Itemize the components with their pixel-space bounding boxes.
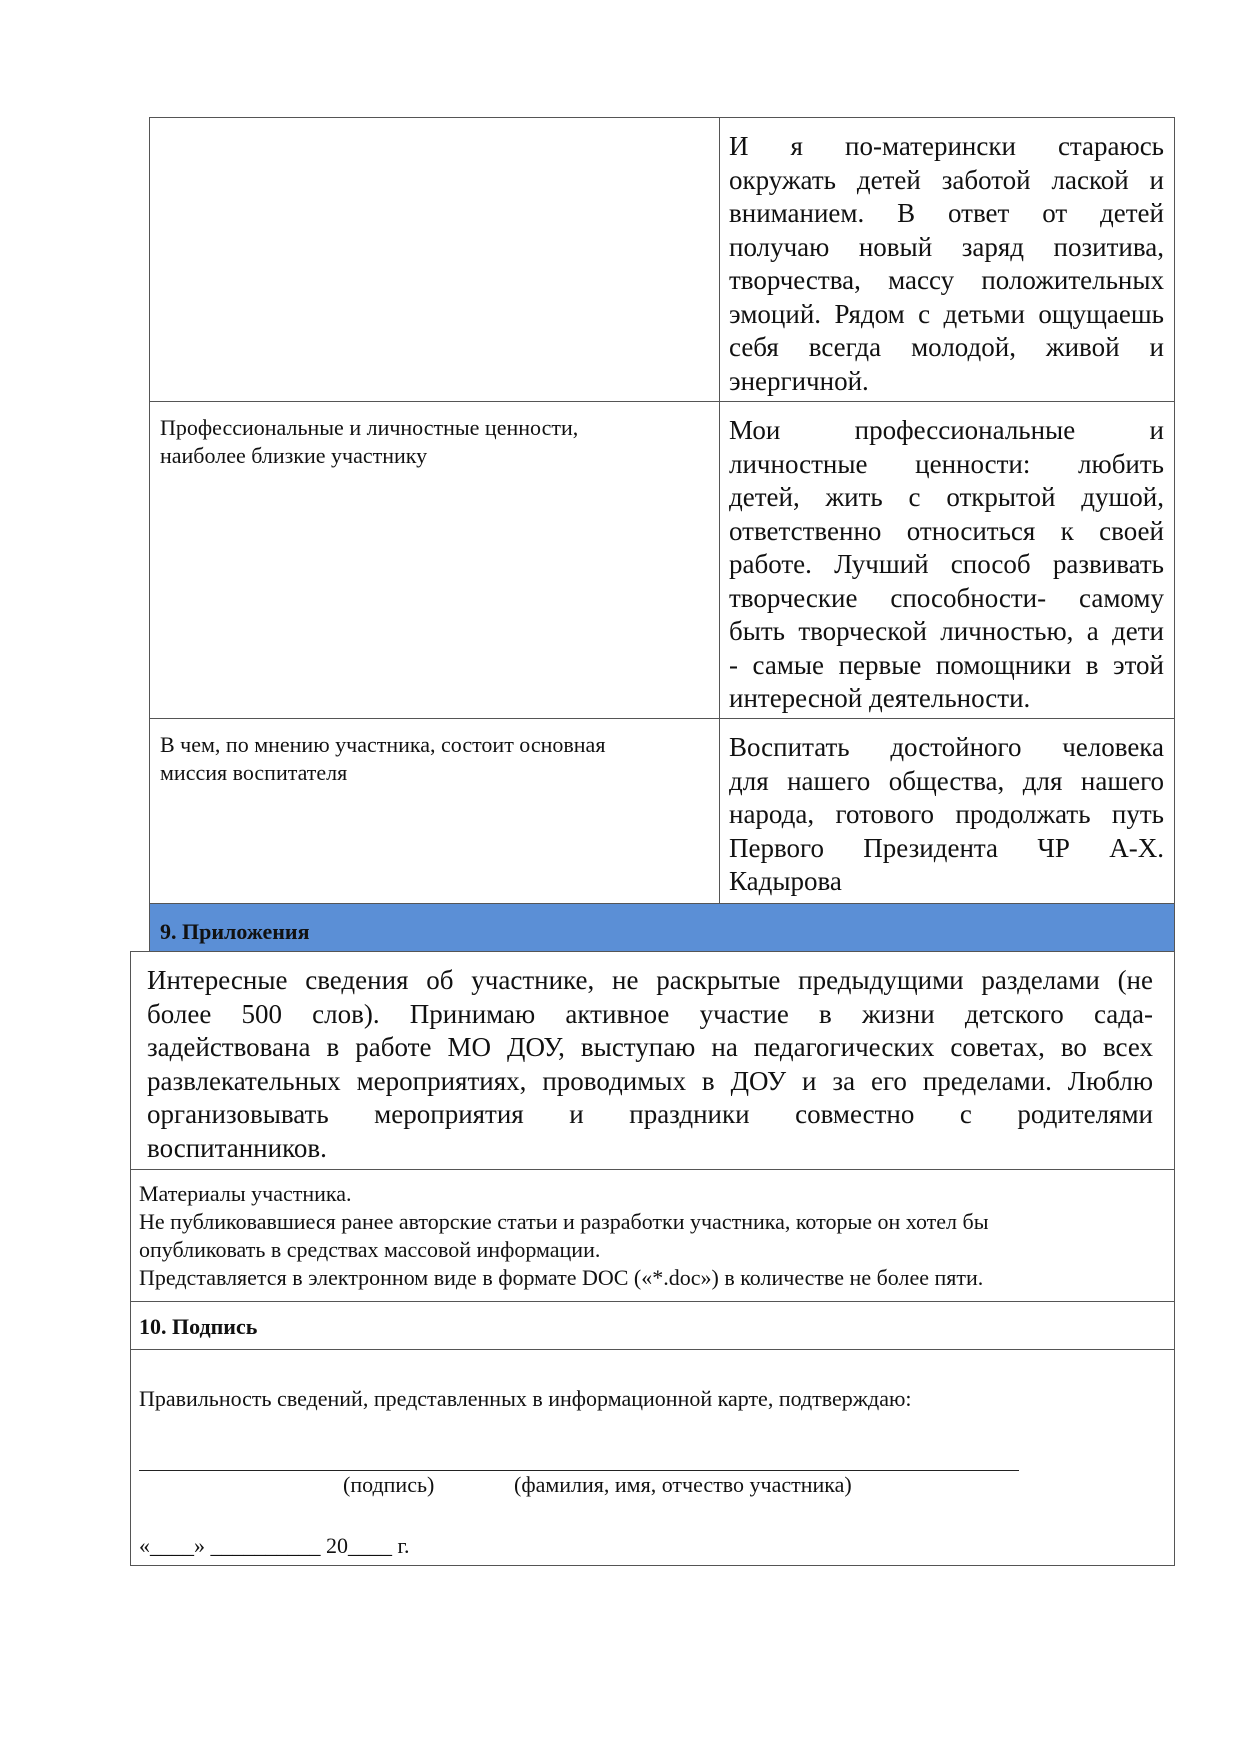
confirm-text: Правильность сведений, представленных в информационной карте, подтверждаю:: [139, 1386, 912, 1411]
row2-line: творческие способности- самому: [729, 582, 1164, 613]
section10-title: 10. Подпись: [139, 1314, 258, 1339]
materials-line: Не публиковавшиеся ранее авторские статьи и разработки участника, которые он хотел бы: [139, 1209, 989, 1234]
row3-line: для нашего общества, для нашего: [729, 765, 1164, 796]
row3-line: Первого Президента ЧР А-Х.: [729, 832, 1164, 863]
interesting-info-box: [130, 951, 1175, 1170]
row3-line: народа, готового продолжать путь: [729, 799, 1164, 829]
row2-line: ответственно относиться к своей: [729, 515, 1164, 546]
row1-line: себя всегда молодой, живой и: [729, 332, 1164, 362]
interesting-line: задействована в работе МО ДОУ, выступаю на педагогических советах, во всех: [147, 1032, 1153, 1062]
row1-label-cell: [149, 117, 720, 402]
row3-label-cell: [149, 718, 720, 904]
row3-line: Воспитать достойного человека: [729, 732, 1164, 762]
row1-line: окружать детей заботой лаской и: [729, 164, 1164, 195]
row3-content-cell: [719, 718, 1175, 904]
signature-caption: (подпись): [343, 1472, 435, 1497]
row2-line: - самые первые помощники в этой: [729, 649, 1164, 680]
name-caption: (фамилия, имя, отчество участника): [514, 1472, 852, 1497]
row2-content-cell: [719, 401, 1175, 719]
interesting-line: воспитанников.: [147, 1132, 327, 1163]
row1-line: получаю новый заряд позитива,: [729, 231, 1164, 262]
row1-line: энергичной.: [729, 365, 869, 396]
row3-line: Кадырова: [729, 866, 842, 896]
row2-line: детей, жить с открытой душой,: [729, 482, 1164, 512]
section9-title: 9. Приложения: [160, 919, 310, 944]
values-label: наиболее близкие участнику: [160, 443, 428, 468]
row1-content-cell: [719, 117, 1175, 402]
interesting-line: более 500 слов). Принимаю активное участие в жизни детского сада-: [147, 998, 1153, 1029]
materials-line: Материалы участника.: [139, 1181, 352, 1206]
row2-line: интересной деятельности.: [729, 683, 1031, 713]
materials-box: [130, 1169, 1175, 1302]
interesting-line: Интересные сведения об участнике, не раскрытые предыдущими разделами (не: [147, 965, 1153, 995]
section10-header: [130, 1301, 1175, 1350]
row1-line: вниманием. В ответ от детей: [729, 198, 1164, 228]
row1-line: творчества, массу положительных: [729, 265, 1164, 295]
row2-line: работе. Лучший способ развивать: [729, 549, 1164, 579]
section9-header: [149, 903, 1175, 952]
row2-line: Мои профессиональные и: [729, 415, 1164, 445]
date-line: «____» __________ 20____ г.: [139, 1533, 410, 1558]
row2-line: быть творческой личностью, а дети: [729, 616, 1164, 646]
mission-label: В чем, по мнению участника, состоит основная: [160, 732, 606, 757]
row2-line: личностные ценности: любить: [729, 448, 1164, 479]
row1-line: И я по-матерински стараюсь: [729, 131, 1164, 161]
materials-line: Представляется в электронном виде в формате DOC («*.doc») в количестве не более пяти.: [139, 1265, 984, 1290]
mission-label: миссия воспитателя: [160, 760, 348, 785]
row1-line: эмоций. Рядом с детьми ощущаешь: [729, 298, 1164, 329]
interesting-line: развлекательных мероприятиях, проводимых в ДОУ и за его пределами. Люблю: [147, 1065, 1153, 1096]
materials-line: опубликовать в средствах массовой информации.: [139, 1237, 601, 1262]
values-label: Профессиональные и личностные ценности,: [160, 415, 579, 440]
interesting-line: организовывать мероприятия и праздники совместно с родителями: [147, 1099, 1153, 1129]
row2-label-cell: [149, 401, 720, 719]
